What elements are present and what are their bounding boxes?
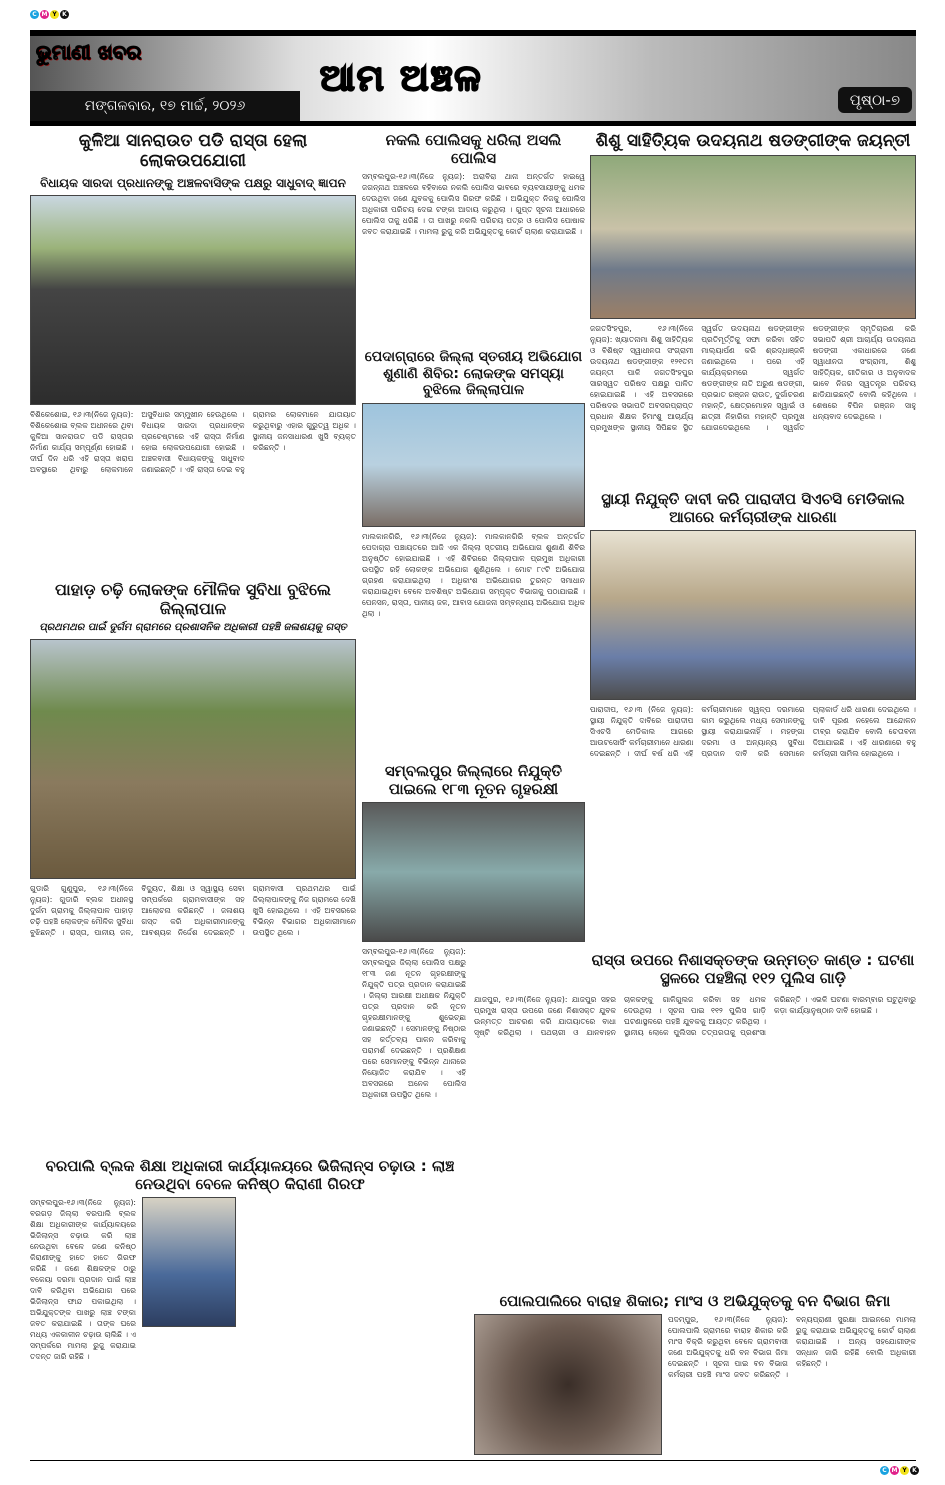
headline: ପାହାଡ଼ ଚଢ଼ି ଲୋକଙ୍କ ମୌଳିକ ସୁବିଧା ବୁଝିଲେ ଜିଲ୍ଲାପାଳ [55,580,331,619]
headline: ନକଲି ପୋଲିସକୁ ଧରିଲା ଅସଲି ପୋଲିସ [385,131,562,167]
protest-photo [590,530,916,700]
cmyk-m: M [891,1467,898,1474]
boar-meat-photo [474,1314,662,1455]
headline: ସ୍ଥାୟୀ ନିଯୁକ୍ତି ଦାବୀ କରି ପାରାଦୀପ ସିଏଚସି ମେଡିକାଲ ଆଗରେ କର୍ମଚାରୀଙ୍କ ଧାରଣା [601,489,905,526]
headline: କୁଳିଆ ସାନରାଉତ ପଡି ରାସ୍ତା ହେଲା ଲୋକଉପଯୋଗୀ [78,131,308,172]
issue-date: ମଙ୍ଗଳବାର, ୧୭ ମାର୍ଚ୍ଚ, ୨୦୨୬ [30,91,300,121]
column-b-top [362,131,585,757]
article-body: ପାରାଦୀପ, ୧୬।୩ (ନିଜେ ନ୍ୟୁଜ): ସ୍ଥାୟୀ ନିଯୁକ୍ତି ଦାବିରେ ପାରାଦୀପ ସିଏଚସି ମେଡିକାଲ ଆଗରେ ଆଉଟସୋର୍ସିଂ କର୍ମଚାରୀମାନେ ଧାରଣା ଦେଇଛନ୍ତି । ଦୀର୍ଘ ବର୍ଷ ଧରି ଏହି କର୍ମଚାରୀମାନେ ସ୍ୱଳ୍ପ ଦରମାରେ କାମ କରୁଥିଲେ ମଧ୍ୟ ସେମାନଙ୍କୁ ସ୍ଥାୟୀ କରାଯାଇନାହିଁ । ମହଙ୍ଗା ଦରମା ଓ ଅନ୍ୟାନ୍ୟ ସୁବିଧା ପ୍ରଦାନ ଦାବି କରି ସେମାନେ ପ୍ଲାକାର୍ଡ ଧରି ଧାରଣା ଦେଇଥିଲେ । ଦାବି ପୂରଣ ନହେଲେ ଆନ୍ଦୋଳନ ତୀବ୍ର କରାଯିବ ବୋଲି ଚେତାବନୀ ଦିଆଯାଇଛି । ଏହି ଧାରଣାରେ ବହୁ କର୍ମଚାରୀ ସାମିଲ ହୋଇଥିଲେ । [590,704,916,758]
headline: ସମ୍ବଲପୁର ଜିଲ୍ଲାରେ ନିଯୁକ୍ତି ପାଇଲେ ୧୮୩ ନୂତନ ଗୃହରକ୍ଷୀ [384,762,563,798]
cmyk-c: C [30,10,39,19]
headline: ଶିଶୁ ସାହିତ୍ୟିକ ଉଦୟନାଥ ଷଡଙ୍ଗୀଙ୍କ ଜୟନ୍ତୀ [595,131,911,151]
cmyk-y: Y [900,1466,909,1475]
headline: ପୋଲପାଲିରେ ବାରାହ ଶିକାର; ମାଂସ ଓ ଅଭିଯୁକ୍ତକୁ ବନ ବିଭାଗ ଜିମା [499,1292,891,1310]
cmyk-marks-top [30,10,69,19]
paper-name: ଭୁମାଣୀ ଖବର [36,40,142,64]
cmyk-k: K [910,1466,919,1475]
cmyk-y: Y [50,10,59,19]
hillside-photo [30,639,356,879]
article-body: ଜଗତସିଂହପୁର, ୧୬।୩(ନିଜେ ନ୍ୟୁଜ): ଖ୍ୟାତନାମା ଶିଶୁ ସାହିତ୍ୟିକ ଓ ବିଶିଷ୍ଟ ସ୍ୱାଧୀନତା ସଂଗ୍ରାମୀ ଉଦୟନାଥ ଷଡଙ୍ଗୀଙ୍କ ୧୨୧ତମ ଜୟନ୍ତୀ ପାଳି ଜଗତସିଂହପୁର ସାରସ୍ୱତ ପରିଷଦ ପକ୍ଷରୁ ପାଳିତ ହୋଇଯାଇଛି । ଏହି ଅବସରରେ ପରିଷଦର ସଭାପତି ଅବସରପ୍ରାପ୍ତ ପ୍ରଧାନ ଶିକ୍ଷକ ହିମାଂଶୁ ଆଚାର୍ଯ୍ୟ ପ୍ରମୁଖଙ୍କ ସ୍ଥାନୀୟ ସିପିଛକ ସ୍ଥିତ ସ୍ୱର୍ଗତ ଉଦୟନାଥ ଷଡଙ୍ଗୀଙ୍କ ପ୍ରତିମୂର୍ତ୍ତିକୁ ସଫା କରିବା ସହିତ ମାଲ୍ୟାର୍ପଣ କରି ଶ୍ରଦ୍ଧାଞ୍ଜଳି ଜଣାଇଥିଲେ । ପରେ ଏହି କାର୍ଯ୍ୟକ୍ରମରେ ସ୍ୱର୍ଗତ ଷଡଙ୍ଗୀଙ୍କ ନାତି ଅରୁଣ ଷଡଙ୍ଗୀ, ପ୍ରଭାତ ରଞ୍ଜନ ରାଉତ, ଦୁର୍ଗାଚରଣ ମହାନ୍ତି, କ୍ଷେତ୍ରମୋହନ ସ୍ୱାଇଁ ଓ ଛାତ୍ରୀ ନିହାରିକା ମହାନ୍ତି ପ୍ରମୁଖ ଯୋଗଦେଇଥିଲେ । ସ୍ୱର୍ଗତ ଷଡଙ୍ଗୀଙ୍କ ସ୍ମୃତିଚାରଣ କରି ସଭାପତି ଶ୍ରୀ ଆଚାର୍ଯ୍ୟ ଉଦୟନାଥ ଷଡଙ୍ଗୀ ଏକାଧାରରେ ଜଣେ ସ୍ୱାଧୀନତା ସଂଗ୍ରାମୀ, ଶିଶୁ ସାହିତ୍ୟିକ, ଗୀତିକାର ଓ ଅନୁବାଦକ ଭାବେ ନିଜର ସ୍ୱତନ୍ତ୍ର ପରିଚୟ ଛାଡିଯାଇଛନ୍ତି ବୋଲି କହିଥିଲେ । ଶେଷରେ ବିପିନ ରଞ୍ଜନ ସାହୁ ଧନ୍ୟବାଦ ଦେଇଥିଲେ । [590,324,916,433]
article-vigilance [30,1157,470,1455]
cmyk-k: K [60,10,69,19]
accused-photo [142,1197,236,1327]
headline: ବରପାଲି ବ୍ଲକ ଶିକ୍ଷା ଅଧିକାରୀ କାର୍ଯ୍ୟାଳୟରେ ଭିଜିଲାନ୍ସ ଚଢ଼ାଉ : ଲାଞ୍ଚ ନେଉଥିବା ବେଳେ କନିଷ୍ଠ କିରାଣୀ ଗିରଫ [45,1157,455,1193]
article-hill [30,580,356,1150]
grievance-camp-photo [362,403,585,527]
home-guard-photo [362,802,585,942]
bottom-rule [30,1460,916,1461]
article-body: ପଦମ୍ପୁର, ୧୬।୩(ନିଜେ ନ୍ୟୁଜ): ପୋଲପାଲି ଗ୍ରାମରେ ବାରାହ ଶିକାର କରି ମାଂସ ବିକ୍ରି କରୁଥିବା ବେଳେ ଗ୍ରାମବାସୀ ଜଣେ ଅଭିଯୁକ୍ତକୁ ଧରି ବନ ବିଭାଗ ଜିମା ଦେଇଛନ୍ତି । ସୂଚନା ପାଇ ବନ ବିଭାଗ କର୍ମଚାରୀ ପହଞ୍ଚି ମାଂସ ଜବତ କରିଛନ୍ତି । ବନ୍ୟପ୍ରାଣୀ ସୁରକ୍ଷା ଆଇନରେ ମାମଲା ରୁଜୁ କରାଯାଇ ଅଭିଯୁକ୍ତକୁ କୋର୍ଟ ଚାଲାଣ କରାଯାଇଛି । ଅନ୍ୟ ସହଯୋଗୀଙ୍କ ସନ୍ଧାନ ଜାରି ରହିଛି ବୋଲି ଅଧିକାରୀ କହିଛନ୍ତି । [668,1315,916,1379]
article-road [30,131,356,575]
section-title: ଆମ ଅଞ୍ଚଳ [320,58,483,99]
column-c [590,131,916,987]
article-body: ସମ୍ବଲପୁର-୧୬।୩(ନିଜେ ନ୍ୟୁଜ): ସମ୍ବଲପୁର ଜିଲ୍ଲା ପୋଲିସ ପକ୍ଷରୁ ୧୮୩ ଜଣ ନୂତନ ଗୃହରକ୍ଷୀଙ୍କୁ ନିଯୁକ୍ତି ପତ୍ର ପ୍ରଦାନ କରାଯାଇଛି । ଜିଲ୍ଲା ଆରକ୍ଷୀ ଅଧୀକ୍ଷକ ନିଯୁକ୍ତି ପତ୍ର ପ୍ରଦାନ କରି ନୂତନ ଗୃହରକ୍ଷୀମାନଙ୍କୁ ଶୁଭେଚ୍ଛା ଜଣାଇଛନ୍ତି । ସେମାନଙ୍କୁ ନିଷ୍ଠାର ସହ କର୍ତ୍ତବ୍ୟ ପାଳନ କରିବାକୁ ପରାମର୍ଶ ଦେଇଛନ୍ତି । ପ୍ରଶିକ୍ଷଣ ପରେ ସେମାନଙ୍କୁ ବିଭିନ୍ନ ଥାନାରେ ନିୟୋଜିତ କରାଯିବ । ଏହି ଅବସରରେ ଅନେକ ପୋଲିସ ଅଧିକାରୀ ଉପସ୍ଥିତ ଥିଲେ । [362,947,466,1099]
article-body: ସମ୍ବଲପୁର-୧୬।୩(ନିଜେ ନ୍ୟୁଜ): ବରଗଡ଼ ଜିଲ୍ଲା ବରପାଲି ବ୍ଲକ ଶିକ୍ଷା ଅଧିକାରୀଙ୍କ କାର୍ଯ୍ୟାଳୟରେ ଭିଜିଲାନ୍ସ ଚଢ଼ାଉ କରି ଲାଞ୍ଚ ନେଉଥିବା ବେଳେ ଜଣେ କନିଷ୍ଠ କିରାଣୀଙ୍କୁ ହାତେ ହାତେ ଗିରଫ କରିଛି । ଜଣେ ଶିକ୍ଷକଙ୍କ ଠାରୁ ବକେୟା ଦରମା ପ୍ରଦାନ ପାଇଁ ଲାଞ୍ଚ ଦାବି କରିଥିବା ଅଭିଯୋଗ ପରେ ଭିଜିଲାନ୍ସ ଫାନ୍ଦ ପକାଇଥିଲା । ଅଭିଯୁକ୍ତଙ୍କ ପାଖରୁ ଲାଞ୍ଚ ଟଙ୍କା ଜବତ କରାଯାଇଛି । ତାଙ୍କ ଘରେ ମଧ୍ୟ ଏକକାଳୀନ ଚଢ଼ାଉ ଚାଲିଛି । ଏ ସମ୍ପର୍କରେ ମାମଲା ରୁଜୁ କରାଯାଇ ତଦନ୍ତ ଜାରି ରହିଛି । [30,1198,136,1361]
article-body: ବିଶିକେଶୋଇ, ୧୬।୩(ନିଜେ ନ୍ୟୁଜ): ବିଶିକେଶୋଇ ବ୍ଲକ ଅଧୀନରେ ଥିବା କୁଳିଆ ସାନରାଉତ ପଡି ରାସ୍ତାର ନିର୍ମାଣ କାର୍ଯ୍ୟ ସମ୍ପୂର୍ଣ୍ଣ ହୋଇଛି । ଦୀର୍ଘ ଦିନ ଧରି ଏହି ରାସ୍ତା ଖରାପ ଅବସ୍ଥାରେ ଥିବାରୁ ଲୋକମାନେ ଅସୁବିଧାର ସମ୍ମୁଖୀନ ହେଉଥିଲେ । ବିଧାୟକ ସାରଦା ପ୍ରଧାନଙ୍କ ପ୍ରଚେଷ୍ଟାରେ ଏହି ରାସ୍ତା ନିର୍ମାଣ ହୋଇ ଲୋକଉପଯୋଗୀ ହୋଇଛି । ଅଞ୍ଚଳବାସୀ ବିଧାୟକଙ୍କୁ ସାଧୁବାଦ ଜଣାଇଛନ୍ତି । ଏହି ରାସ୍ତା ଦେଇ ବହୁ ଗ୍ରାମର ଲୋକମାନେ ଯାତାୟାତ କରୁଥିବାରୁ ଏହାର ଗୁରୁତ୍ୱ ଅଧିକ । ସ୍ଥାନୀୟ ଜନସାଧାରଣ ଖୁସି ବ୍ୟକ୍ତ କରିଛନ୍ତି । [30,409,356,474]
headline: ପେଦାଗ୍ରାରେ ଜିଲ୍ଲା ସ୍ତରୀୟ ଅଭିଯୋଗ ଶୁଣାଣି ଶିବିର: ଲୋକଙ୍କ ସମସ୍ୟା ବୁଝିଲେ ଜିଲ୍ଲାପାଳ [364,348,583,399]
cmyk-c: C [880,1466,889,1475]
article-body: ମାଲକାନଗିରି, ୧୬।୩(ନିଜେ ନ୍ୟୁଜ): ମାଲକାନଗିରି ବ୍ଲକ ଅନ୍ତର୍ଗତ ପେଦାଗ୍ରା ପଞ୍ଚାୟତରେ ଆଜି ଏକ ଜିଲ୍ଲା ସ୍ତରୀୟ ଅଭିଯୋଗ ଶୁଣାଣି ଶିବିର ଅନୁଷ୍ଠିତ ହୋଇଯାଇଛି । ଏହି ଶିବିରରେ ଜିଲ୍ଲାପାଳ ପ୍ରମୁଖ ଅଧିକାରୀ ଉପସ୍ଥିତ ରହି ଲୋକଙ୍କ ଅଭିଯୋଗ ଶୁଣିଥିଲେ । ମୋଟ ୮୯ଟି ଅଭିଯୋଗ ଗ୍ରହଣ କରାଯାଇଥିଲା । ଅଧିକାଂଶ ଅଭିଯୋଗର ତୁରନ୍ତ ସମାଧାନ କରାଯାଇଥିବା ବେଳେ ଅବଶିଷ୍ଟ ଅଭିଯୋଗ ସମ୍ପୃକ୍ତ ବିଭାଗକୁ ପଠାଯାଇଛି । ପେନସନ, ରାସ୍ତା, ପାନୀୟ ଜଳ, ଆବାସ ଯୋଜନା ସମ୍ବନ୍ଧୀୟ ଅଭିଯୋଗ ଅଧିକ ଥିଲା । [362,532,585,619]
subheadline: ବିଧାୟକ ସାରଦା ପ୍ରଧାନଙ୍କୁ ଅଞ୍ଚଳବାସିଙ୍କ ପକ୍ଷରୁ ସାଧୁବାଦ୍ ଜ୍ଞାପନ [40,175,346,190]
article-body: ଯାଜପୁର, ୧୬।୩(ନିଜେ ନ୍ୟୁଜ): ଯାଜପୁର ସହର ପ୍ରମୁଖ ରାସ୍ତା ଉପରେ ଜଣେ ନିଶାସକ୍ତ ଯୁବକ ଉନ୍ମତ୍ତ ଆଚରଣ କରି ଯାତାୟାତରେ ବାଧା ସୃଷ୍ଟି କରିଥିଲା । ପଥଚାରୀ ଓ ଯାନବାହନ ଚାଳକଙ୍କୁ ଗାଳିଗୁଲଜ କରିବା ସହ ଧମକ ଦେଉଥିଲା । ସୂଚନା ପାଇ ୧୧୨ ପୁଲିସ ଗାଡ଼ି ଘଟଣାସ୍ଥଳରେ ପହଞ୍ଚି ଯୁବକକୁ ଆୟତ୍ତ କରିଥିଲା । ସ୍ଥାନୀୟ ଲୋକେ ପୁଲିସର ତତ୍ପରତାକୁ ପ୍ରଶଂସା କରିଛନ୍ତି । ଏଭଳି ଘଟଣା ବାରମ୍ବାର ଘଟୁଥିବାରୁ କଡ଼ା କାର୍ଯ୍ୟାନୁଷ୍ଠାନ ଦାବି ହୋଇଛି । [474,995,916,1037]
headline: ରାସ୍ତା ଉପରେ ନିଶାସକ୍ତଙ୍କ ଉନ୍ମତ୍ତ କାଣ୍ଡ : ଘଟଣା ସ୍ଥଳରେ ପହଞ୍ଚିଲା ୧୧୨ ପୁଲିସ ଗାଡ଼ି [591,951,915,987]
cmyk-m: M [41,11,48,18]
article-body: ଗୁଡାରି ଗୁଣୁପୁର, ୧୬।୩(ନିଜେ ନ୍ୟୁଜ): ଗୁଡାରି ବ୍ଲକ ଅଧୀନସ୍ଥ ଦୁର୍ଗମ ଗ୍ରାମକୁ ଜିଲ୍ଲାପାଳ ପାହାଡ଼ ଚଢ଼ି ପହଞ୍ଚି ଲୋକଙ୍କ ମୌଳିକ ସୁବିଧା ବୁଝିଛନ୍ତି । ରାସ୍ତା, ପାନୀୟ ଜଳ, ବିଦ୍ୟୁତ, ଶିକ୍ଷା ଓ ସ୍ୱାସ୍ଥ୍ୟ ସେବା ସମ୍ପର୍କରେ ଗ୍ରାମବାସୀଙ୍କ ସହ ଆଲୋଚନା କରିଛନ୍ତି । ଜଳାଶୟ ଗସ୍ତ କରି ଅଧିକାରୀମାନଙ୍କୁ ଆବଶ୍ୟକ ନିର୍ଦ୍ଦେଶ ଦେଇଛନ୍ତି । ଗ୍ରାମବାସୀ ପ୍ରଥମଥର ପାଇଁ ଜିଲ୍ଲାପାଳଙ୍କୁ ନିଜ ଗ୍ରାମରେ ଦେଖି ଖୁସି ହୋଇଥିଲେ । ଏହି ଅବସରରେ ବିଭିନ୍ନ ବିଭାଗର ଅଧିକାରୀମାନେ ଉପସ୍ଥିତ ଥିଲେ । [30,883,356,937]
article-boar [474,1292,916,1455]
road-photo [30,195,356,405]
subheadline: ପ୍ରଥମଥର ପାଇଁ ଦୁର୍ଗମ ଗ୍ରାମରେ ପ୍ରଶାସନିକ ଅଧିକାରୀ ପହଞ୍ଚି ଜଳାଶୟକୁ ଗସ୍ତ [39,622,347,634]
masthead [30,30,916,126]
cmyk-marks-bottom [880,1466,919,1475]
statue-photo [590,155,916,319]
article-body: ସମ୍ବଲପୁର-୧୬।୩(ନିଜେ ନ୍ୟୁଜ): ଅରାବିରା ଥାନା ଅନ୍ତର୍ଗତ ହାଇୱେ ଜଗନ୍ନାଥ ଅଞ୍ଚଳରେ ବହିବାରେ ନକଲି ପୋଲିସ ଭାବରେ ବ୍ୟବସାୟୀଙ୍କୁ ଧମକ ଦେଉଥିବା ଜଣେ ଯୁବକକୁ ପୋଲିସ ଗିରଫ କରିଛି । ଅଭିଯୁକ୍ତ ନିଜକୁ ପୋଲିସ ଅଧିକାରୀ ପରିଚୟ ଦେଇ ଟଙ୍କା ଆଦାୟ କରୁଥିଲା । ଗୁପ୍ତ ସୂଚନା ଆଧାରରେ ପୋଲିସ ତାକୁ ଧରିଛି । ତା ପାଖରୁ ନକଲି ପରିଚୟ ପତ୍ର ଓ ପୋଲିସ ପୋଷାକ ଜବତ କରାଯାଇଛି । ମାମଲା ରୁଜୁ କରି ଅଭିଯୁକ୍ତକୁ କୋର୍ଟ ଚାଲାଣ କରାଯାଇଛି । [362,172,585,236]
page-number: ପୃଷ୍ଠା-୭ [838,87,912,113]
